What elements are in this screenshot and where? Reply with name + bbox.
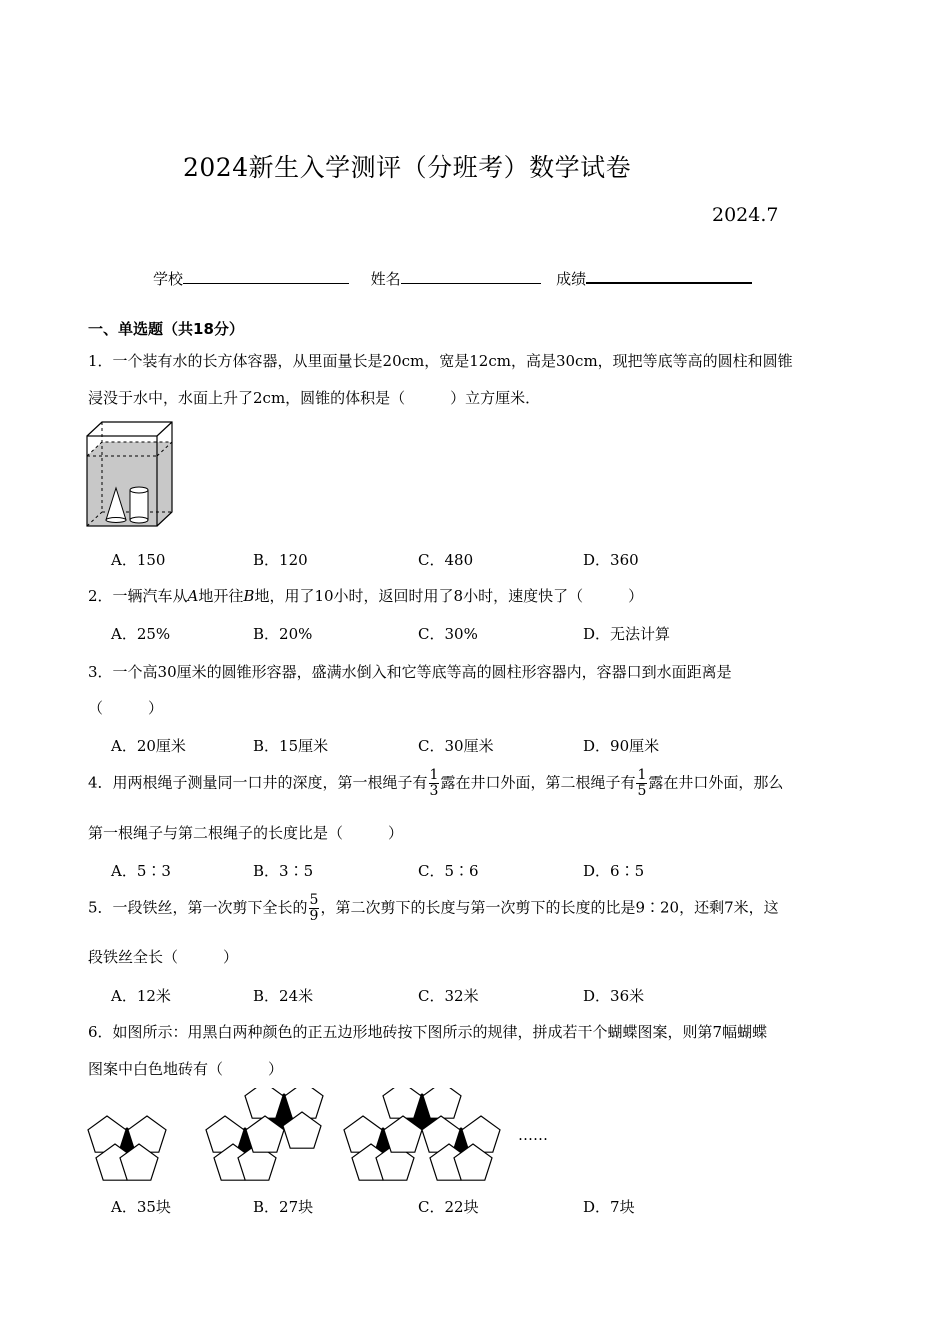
q5-option-d[interactable]: D．36米 (583, 987, 645, 1005)
butterfly-figure-2 (206, 1088, 323, 1180)
q3-option-b[interactable]: B．15厘米 (253, 737, 329, 755)
name-field[interactable] (401, 269, 541, 284)
score-label: 成绩 (556, 270, 587, 288)
q3-line2: （ ） (88, 699, 164, 717)
q6-option-a[interactable]: A．35块 (111, 1198, 171, 1216)
q1-option-d[interactable]: D．360 (583, 551, 639, 569)
fraction-1-3: $\frac{1}{3}$ (429, 767, 439, 799)
name-label: 姓名 (370, 270, 401, 288)
container-diagram (84, 420, 176, 530)
q1-line1: 1．一个装有水的长方体容器，从里面量长是20cm，宽是12cm，高是30cm，现把等底等高的圆柱和圆锥 (88, 352, 793, 370)
q5-line2: 段铁丝全长（ ） (88, 948, 239, 966)
q3-line1: 3．一个高30厘米的圆锥形容器，盛满水倒入和它等底等高的圆柱形容器内，容器口到水面距离是 (88, 663, 732, 681)
q1-line2: 浸没于水中，水面上升了2cm，圆锥的体积是（ ）立方厘米． (88, 389, 541, 407)
q3-option-c[interactable]: C．30厘米 (418, 737, 494, 755)
butterfly-pattern-figure (80, 1088, 510, 1184)
q2-stem: 2．一辆汽车从A地开往B地，用了10小时，返回时用了8小时，速度快了（ ） (88, 587, 644, 605)
score-field[interactable] (586, 268, 752, 284)
q1-option-a[interactable]: A．150 (111, 551, 166, 569)
q5-option-b[interactable]: B．24米 (253, 987, 314, 1005)
q5-line1: 5．一段铁丝，第一次剪下全长的 $\frac{5}{9}$ ，第二次剪下的长度与第一次剪下的长度的比是9∶20，还剩7米，这 (88, 892, 779, 924)
q2-option-d[interactable]: D．无法计算 (583, 625, 671, 643)
q4-option-d[interactable]: D．6∶5 (583, 862, 645, 880)
fraction-1-5: $\frac{1}{5}$ (637, 767, 647, 799)
q2-option-c[interactable]: C．30% (418, 625, 478, 643)
butterfly-figure-3 (344, 1088, 500, 1180)
section-heading: 一、单选题（共18分） (88, 320, 244, 338)
q5-option-c[interactable]: C．32米 (418, 987, 479, 1005)
q6-option-c[interactable]: C．22块 (418, 1198, 479, 1216)
exam-date: 2024.7 (712, 204, 779, 226)
school-field[interactable] (183, 269, 349, 284)
q6-option-d[interactable]: D．7块 (583, 1198, 635, 1216)
q5-option-a[interactable]: A．12米 (111, 987, 171, 1005)
q1-option-c[interactable]: C．480 (418, 551, 474, 569)
q2-option-a[interactable]: A．25% (111, 625, 171, 643)
q4-option-b[interactable]: B．3∶5 (253, 862, 314, 880)
fraction-5-9: $\frac{5}{9}$ (309, 892, 319, 924)
q6-option-b[interactable]: B．27块 (253, 1198, 314, 1216)
q4-option-c[interactable]: C．5∶6 (418, 862, 479, 880)
q4-line1: 4．用两根绳子测量同一口井的深度，第一根绳子有 $\frac{1}{3}$ 露在井口外面，第二根绳子有 $\frac{1}{5}$ 露在井口外面，那么 (88, 767, 784, 799)
q4-line2: 第一根绳子与第二根绳子的长度比是（ ） (88, 824, 404, 842)
q6-line1: 6．如图所示：用黑白两种颜色的正五边形地砖按下图所示的规律，拼成若干个蝴蝶图案，则第7幅蝴蝶 (88, 1023, 768, 1041)
q6-line2: 图案中白色地砖有（ ） (88, 1060, 284, 1078)
school-label: 学校 (153, 270, 184, 288)
info-line (153, 268, 752, 289)
butterfly-figure-1 (88, 1116, 166, 1180)
q2-option-b[interactable]: B．20% (253, 625, 313, 643)
q3-option-d[interactable]: D．90厘米 (583, 737, 660, 755)
q4-option-a[interactable]: A．5∶3 (111, 862, 171, 880)
pattern-ellipsis: …… (518, 1126, 548, 1144)
q3-option-a[interactable]: A．20厘米 (111, 737, 186, 755)
page-title: 2024新生入学测评（分班考）数学试卷 (183, 153, 632, 182)
q1-option-b[interactable]: B．120 (253, 551, 308, 569)
